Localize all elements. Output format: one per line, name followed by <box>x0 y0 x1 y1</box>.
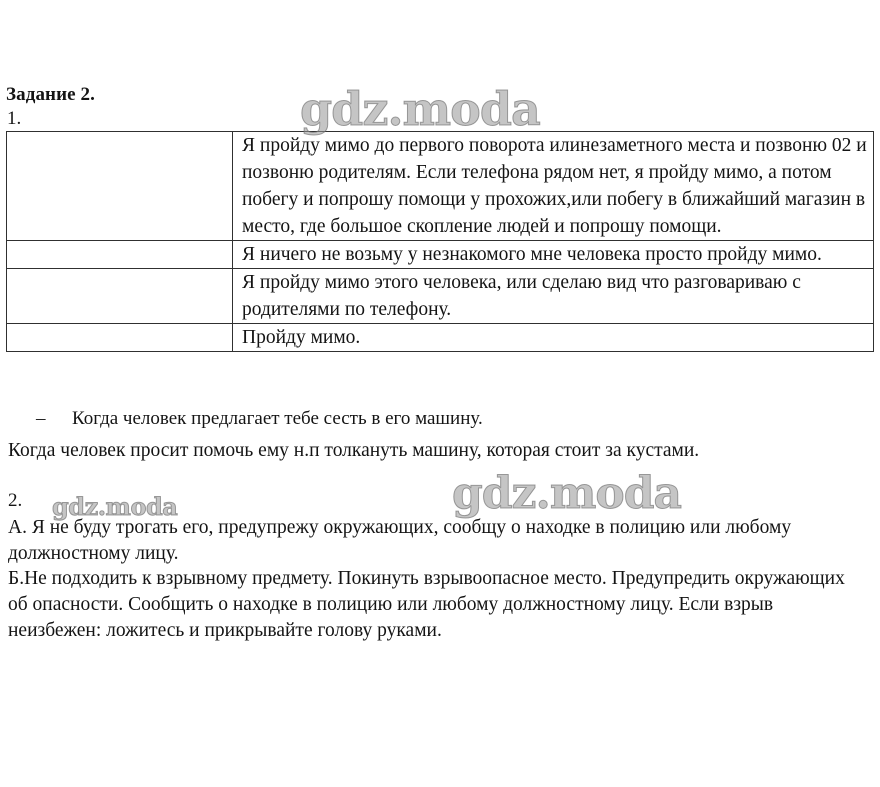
table-row <box>7 269 874 324</box>
table-cell-answer: Я ничего не возьму у незнакомого мне человека просто пройду мимо. <box>233 241 874 269</box>
dash-marker: – <box>36 408 46 429</box>
dash-item-text: Когда человек предлагает тебе сесть в его машину. <box>72 408 483 429</box>
table-cell-answer: Я пройду мимо этого человека, или сделаю вид что разговариваю с родителями по телефону. <box>233 269 874 324</box>
part2-answer-b: Б.Не подходить к взрывному предмету. Покинуть взрывоопасное место. Предупредить окружающих об опасности. Сообщить о находке в полицию или любому должностному лицу. Если взрыв неизбежен: ложитесь и прикрывайте голову руками. <box>8 568 845 641</box>
table-cell-answer: Я пройду мимо до первого поворота илинезаметного места и позвоню 02 и позвоню родителям. Если телефона рядом нет, я пройду мимо, а потом побегу и попрошу помощи у прохожих,или побегу в ближайший магазин в место, где большое скопление людей и попрошу помощи. <box>233 132 874 241</box>
part2-number: 2. <box>8 490 23 511</box>
watermark-top: gdz.moda <box>300 82 540 136</box>
dash-list-item <box>36 407 483 431</box>
answers-table <box>6 131 874 352</box>
plain-line: Когда человек просит помочь ему н.п толкануть машину, которая стоит за кустами. <box>8 440 700 461</box>
scan-artifact <box>90 358 790 408</box>
table-cell-empty <box>7 241 233 269</box>
table-cell-empty <box>7 269 233 324</box>
table-row <box>7 324 874 352</box>
table-cell-empty <box>7 324 233 352</box>
table-row <box>7 241 874 269</box>
part2-answer-a: А. Я не буду трогать его, предупрежу окружающих, сообщу о находке в полицию или любому должностному лицу. <box>8 517 792 564</box>
watermark-small: gdz.moda <box>52 492 178 521</box>
part1-number: 1. <box>7 108 22 129</box>
task-title: Задание 2. <box>6 84 95 105</box>
table-cell-answer: Пройду мимо. <box>233 324 874 352</box>
table-cell-empty <box>7 132 233 241</box>
table-row <box>7 132 874 241</box>
watermark-large: gdz.moda <box>452 468 682 519</box>
